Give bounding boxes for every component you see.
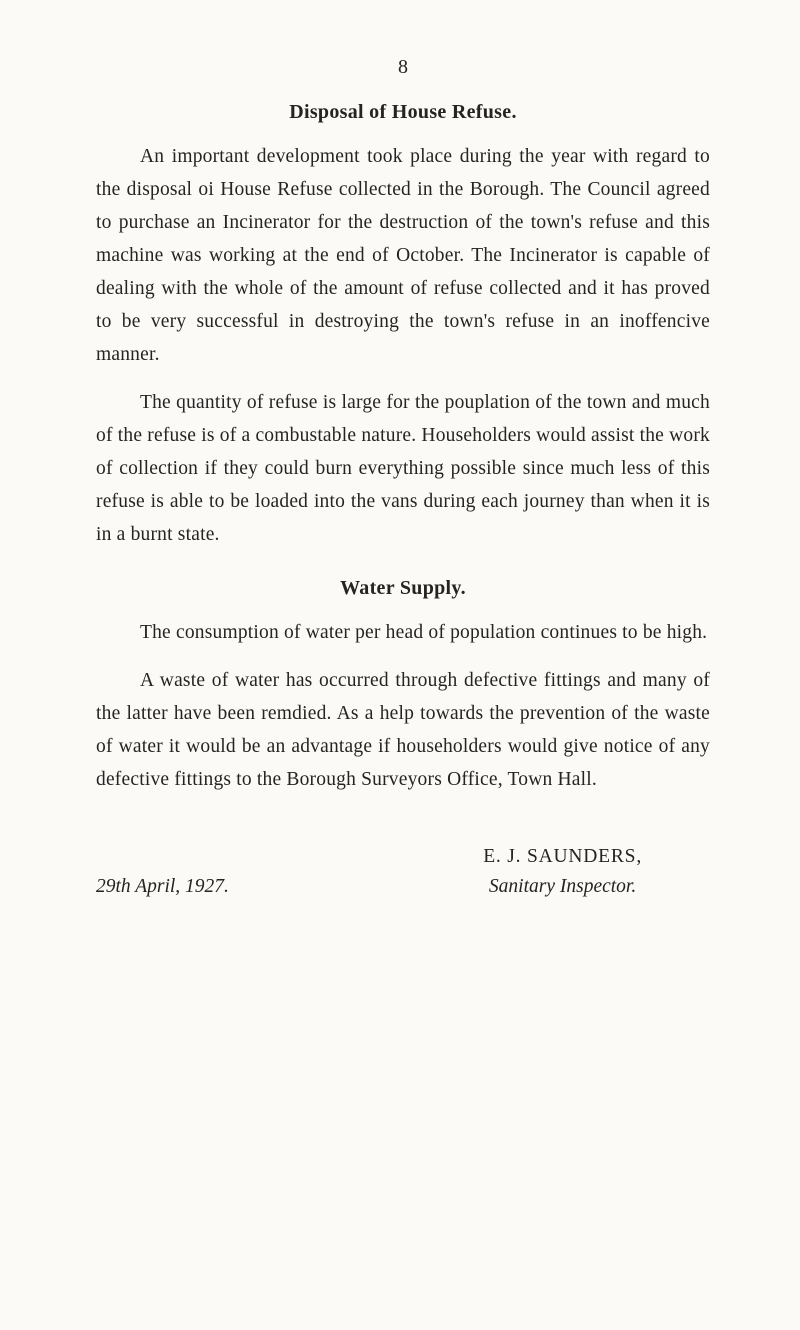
section-water-supply: [96, 577, 710, 796]
signatory-title: Sanitary Inspector.: [488, 876, 637, 897]
section-heading-water-supply: Water Supply.: [340, 577, 466, 599]
signature-right: [483, 842, 642, 902]
signature-block: [96, 842, 710, 902]
paragraph-refuse-1: An important development took place during the year with regard to the disposal oi House Refuse collected in the Borough. The Council agreed to purchase an Incinerator for the destruction of the town's refuse and this machine was working at the end of October. The Incinerator is capable of dealing with the whole of the amount of refuse collected and it has proved to be very successful in destroying the town's refuse in an inoffencive manner.: [96, 146, 710, 365]
paragraph-refuse-2: The quantity of refuse is large for the pouplation of the town and much of the refuse is of a combustable nature. Householders would assist the work of collection if they could burn everything possible since much less of this refuse is able to be loaded into the vans during each journey than when it is in a burnt state.: [96, 392, 710, 545]
paragraph-water-2: A waste of water has occurred through defective fittings and many of the latter have been remdied. As a help towards the prevention of the waste of water it would be an advantage if householders would give notice of any defective fittings to the Borough Surveyors Office, Town Hall.: [96, 670, 710, 790]
signatory-name: E. J. SAUNDERS,: [483, 846, 642, 867]
signature-date: 29th April, 1927.: [96, 876, 229, 897]
page-number: 8: [398, 56, 408, 78]
section-house-refuse: [96, 101, 710, 551]
section-heading-house-refuse: Disposal of House Refuse.: [289, 101, 517, 123]
paragraph-water-1: The consumption of water per head of population continues to be high.: [140, 622, 708, 643]
